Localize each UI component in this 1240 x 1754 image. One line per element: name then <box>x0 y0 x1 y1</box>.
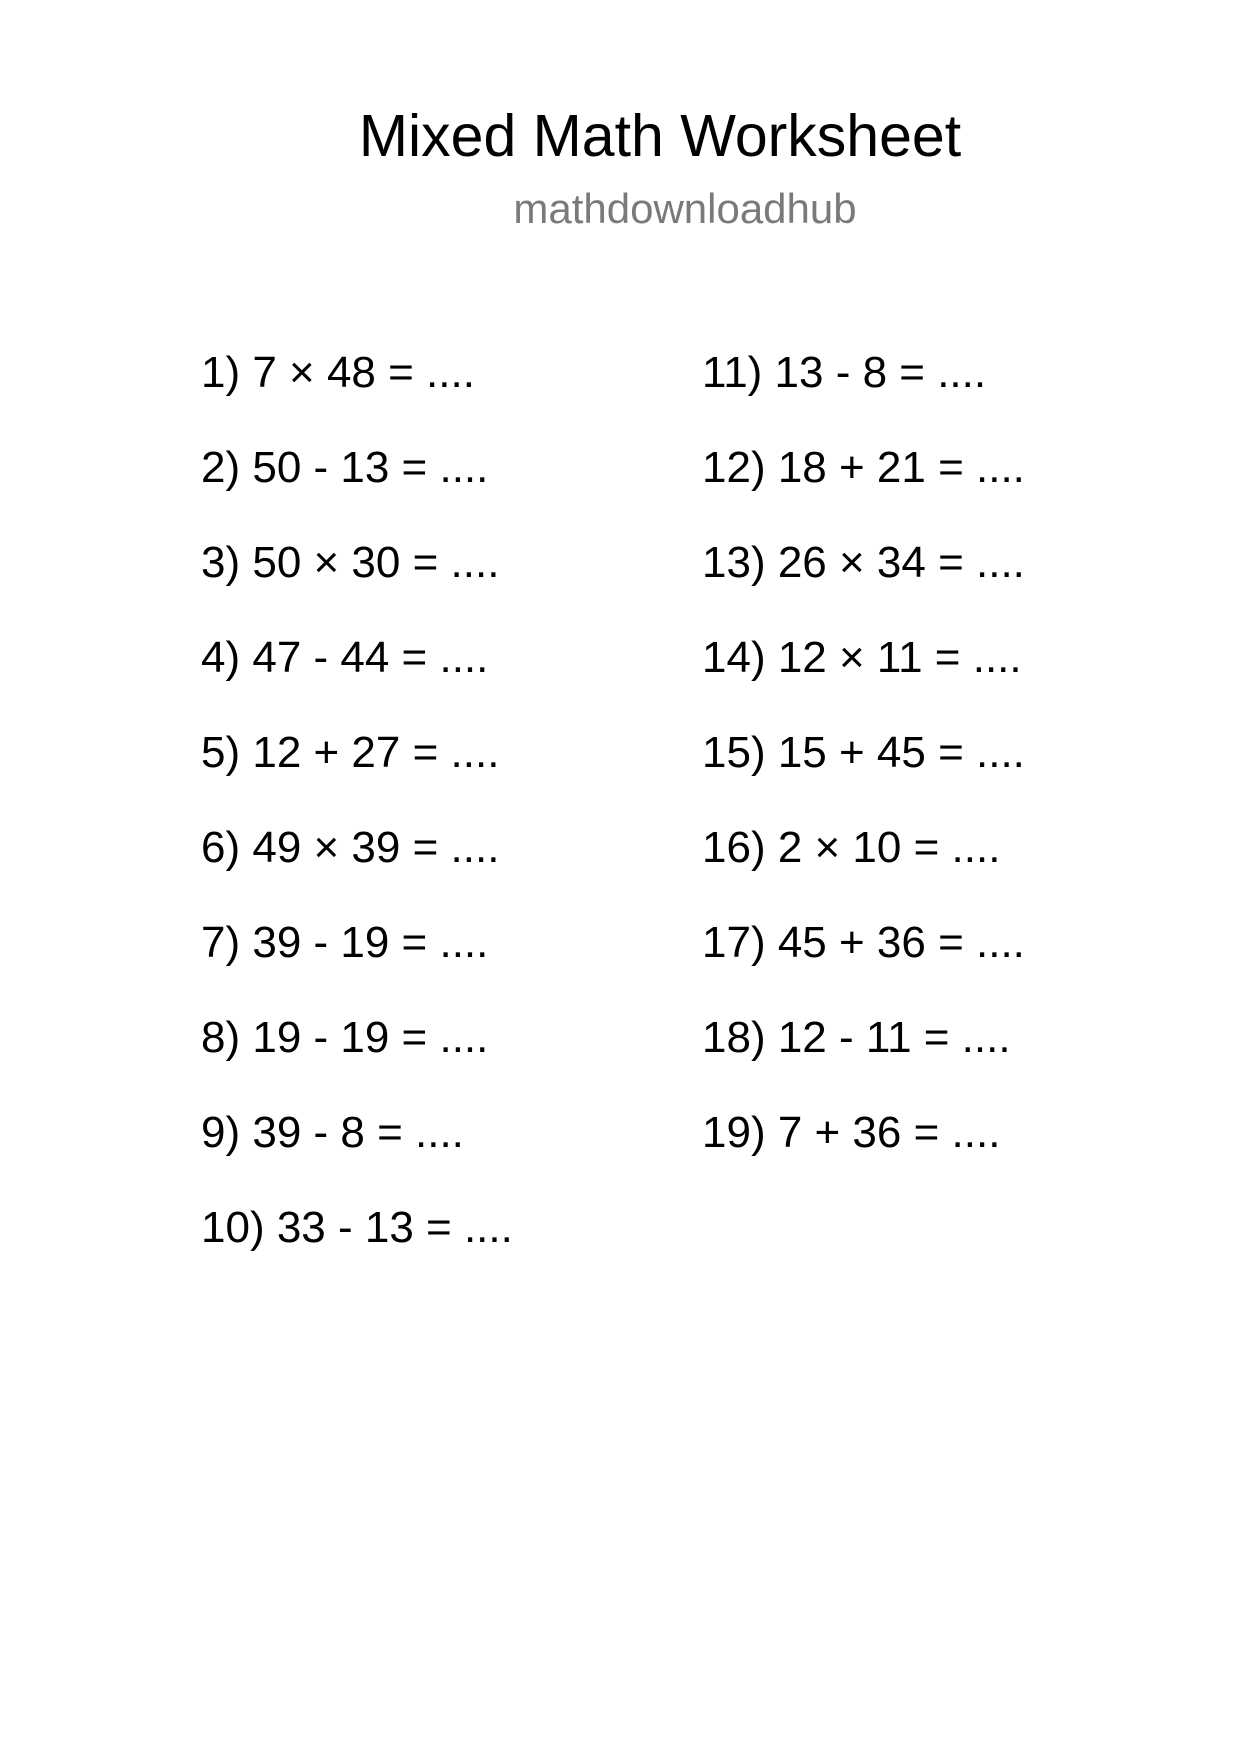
problem-13: 13) 26 × 34 = .... <box>702 538 1025 587</box>
problem-9: 9) 39 - 8 = .... <box>201 1108 464 1157</box>
problem-11: 11) 13 - 8 = .... <box>702 348 987 397</box>
problem-2: 2) 50 - 13 = .... <box>201 443 489 492</box>
problem-8: 8) 19 - 19 = .... <box>201 1013 489 1062</box>
problem-10: 10) 33 - 13 = .... <box>201 1203 513 1252</box>
problem-6: 6) 49 × 39 = .... <box>201 823 500 872</box>
problems-left-column <box>201 348 513 1298</box>
worksheet-source: mathdownloadhub <box>513 185 857 232</box>
problem-14: 14) 12 × 11 = .... <box>702 633 1022 682</box>
problem-19: 19) 7 + 36 = .... <box>702 1108 1001 1157</box>
problem-18: 18) 12 - 11 = .... <box>702 1013 1011 1062</box>
problem-16: 16) 2 × 10 = .... <box>702 823 1001 872</box>
worksheet-title: Mixed Math Worksheet <box>358 103 962 169</box>
problem-5: 5) 12 + 27 = .... <box>201 728 500 777</box>
problems-right-column <box>702 348 1025 1203</box>
problem-12: 12) 18 + 21 = .... <box>702 443 1025 492</box>
problem-1: 1) 7 × 48 = .... <box>201 348 475 397</box>
problem-15: 15) 15 + 45 = .... <box>702 728 1025 777</box>
problem-7: 7) 39 - 19 = .... <box>201 918 489 967</box>
problem-4: 4) 47 - 44 = .... <box>201 633 489 682</box>
problem-17: 17) 45 + 36 = .... <box>702 918 1025 967</box>
problem-3: 3) 50 × 30 = .... <box>201 538 500 587</box>
